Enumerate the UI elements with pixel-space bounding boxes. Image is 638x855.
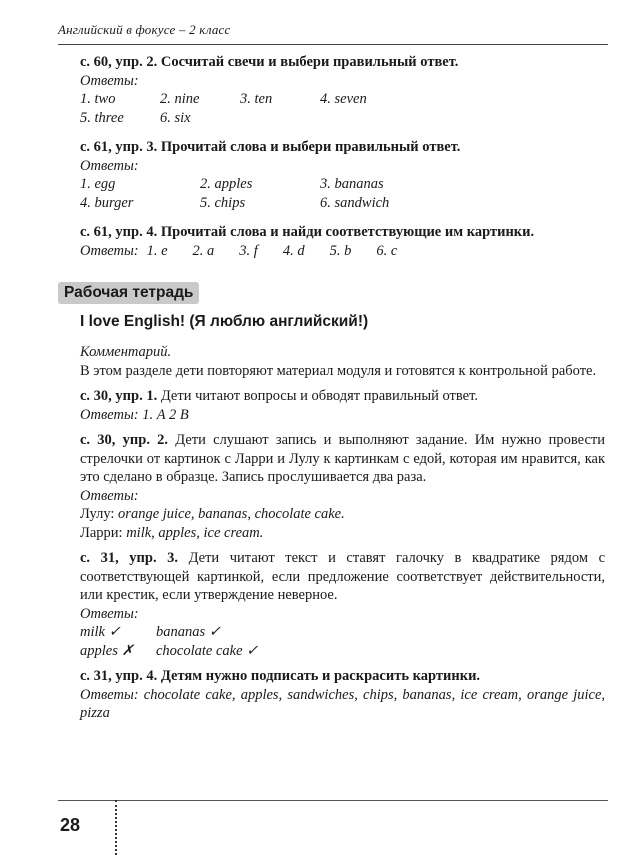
wb1-answers-label: Ответы: <box>80 406 139 423</box>
answer-item: 4. seven <box>320 91 367 107</box>
lulu-label: Лулу: <box>80 506 115 522</box>
workbook-heading: I love English! (Я люблю английский!) <box>80 313 369 330</box>
wb3-task-text: Дети читают текст и ставят галочку в квадратике рядом с соответствующей картинкой, если предложение соответствует действительности, или крестик, если утверждение неверное. <box>80 550 605 603</box>
answer-item: 6. six <box>160 109 191 126</box>
answer-item: 3. ten <box>240 91 273 107</box>
wb4-task <box>80 667 605 686</box>
answer-item: 5. b <box>329 242 352 259</box>
wb3-marks <box>80 623 605 660</box>
ex2-answers-row1 <box>80 175 605 194</box>
answer-item: 1. egg <box>80 176 116 192</box>
larry-label: Ларри: <box>80 524 123 541</box>
footer-rule <box>58 800 608 801</box>
mark-item: chocolate cake ✓ <box>156 642 259 659</box>
wb4-answers-text: chocolate cake, apples, sandwiches, chips, bananas, ice cream, orange juice, pizza <box>80 686 606 721</box>
mark-item: apples ✗ <box>80 642 134 659</box>
ex3-answers <box>80 242 605 261</box>
answer-item: 2. nine <box>160 91 200 107</box>
wb3-ref: с. 31, упр. 3. <box>80 550 179 566</box>
answer-item: 6. sandwich <box>320 194 390 211</box>
section-title-workbook: Рабочая тетрадь <box>58 282 199 304</box>
answer-item: 5. three <box>80 109 124 126</box>
wb4-answers-label: Ответы: <box>80 686 139 703</box>
answer-item: 3. bananas <box>320 176 384 192</box>
ex2-task-text: Прочитай слова и выбери правильный ответ. <box>160 139 461 155</box>
wb2-task <box>80 431 605 487</box>
wb3-task <box>80 549 605 605</box>
answer-item: 6. c <box>376 242 398 259</box>
page-content <box>80 53 605 723</box>
answer-item: 1. e <box>146 242 168 259</box>
wb2-ref: с. 30, упр. 2. <box>80 432 169 448</box>
ex1-answers-label: Ответы: <box>80 72 139 89</box>
comment-label: Комментарий. <box>80 344 172 360</box>
page-number: 28 <box>60 815 81 835</box>
ex1-task <box>80 53 605 72</box>
wb4-task-text: Детям нужно подписать и раскрасить картинки. <box>160 668 481 684</box>
margin-dotted-line <box>115 800 117 855</box>
ex3-task: с. 61, упр. 4. Прочитай слова и найди соответствующие им картинки. <box>80 224 535 240</box>
ex1-answers-row1 <box>80 90 605 109</box>
answer-item: 2. apples <box>200 176 253 192</box>
wb1-task-text: Дети читают вопросы и обводят правильный ответ. <box>160 388 478 404</box>
ex2-answers-row2 <box>80 194 605 213</box>
mark-item: bananas ✓ <box>156 624 221 640</box>
wb2-larry <box>80 524 605 543</box>
wb2-task-text: Дети слушают запись и выполняют задание. Им нужно провести стрелочки от картинок с Ларри и Лулу к картинкам с едой, которая им нравится, как это сделано в образце. Запись прослушивается два раза. <box>80 432 606 485</box>
wb1-answers <box>80 406 605 425</box>
wb1-answers-text: 1. A 2 B <box>142 406 189 423</box>
comment-text: В этом разделе дети повторяют материал модуля и готовятся к контрольной работе. <box>80 362 597 379</box>
wb1-task <box>80 387 605 406</box>
ex1-answers-row2 <box>80 109 605 128</box>
ex2-answers-label: Ответы: <box>80 157 139 174</box>
answer-item: 5. chips <box>200 194 246 211</box>
answer-item: 1. two <box>80 91 116 107</box>
wb1-ref: с. 30, упр. 1. <box>80 388 158 404</box>
answer-item: 3. f <box>239 242 258 259</box>
wb2-lulu <box>80 505 605 524</box>
answer-item: 2. a <box>192 242 215 259</box>
wb4-ref: с. 31, упр. 4. <box>80 668 158 684</box>
ex1-ref: с. 60, упр. 2. <box>80 54 158 70</box>
ex3-answers-label: Ответы: <box>80 242 139 259</box>
mark-item: milk ✓ <box>80 624 121 640</box>
lulu-answer: orange juice, bananas, chocolate cake. <box>118 506 345 522</box>
ex1-task-text: Сосчитай свечи и выбери правильный ответ. <box>160 54 459 70</box>
wb3-answers-label: Ответы: <box>80 605 139 622</box>
header-rule <box>58 44 608 45</box>
ex2-task <box>80 138 605 157</box>
ex2-ref: с. 61, упр. 3. <box>80 139 158 155</box>
larry-answer: milk, apples, ice cream. <box>126 524 264 541</box>
running-header: Английский в фокусе – 2 класс <box>58 22 231 37</box>
answer-item: 4. burger <box>80 194 134 211</box>
wb2-answers-label: Ответы: <box>80 487 139 504</box>
wb4-answers <box>80 686 605 723</box>
answer-item: 4. d <box>282 242 305 259</box>
